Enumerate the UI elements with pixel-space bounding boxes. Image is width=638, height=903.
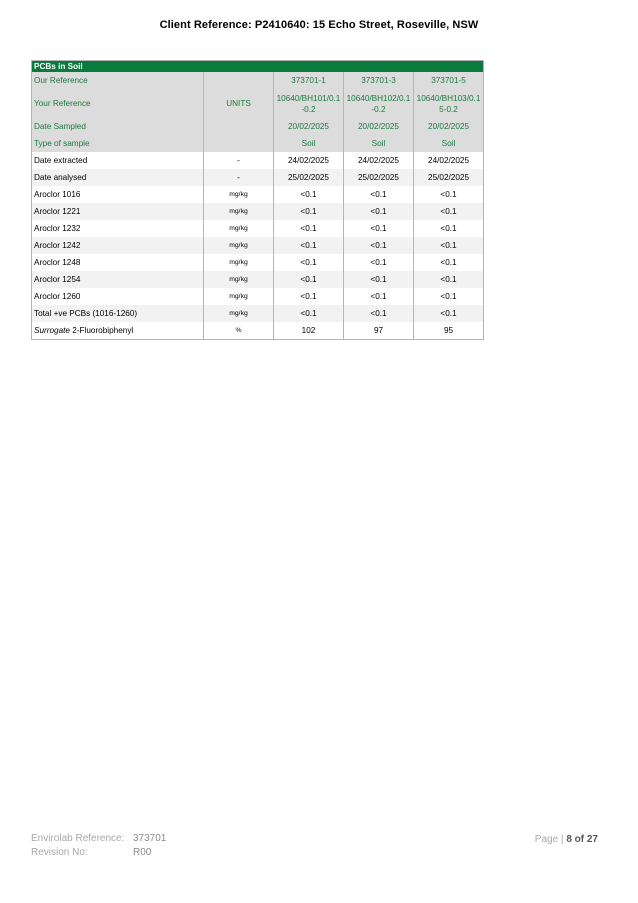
- row-label: Aroclor 1221: [32, 203, 204, 220]
- pcbs-in-soil-table: [31, 60, 484, 340]
- result-value: <0.1: [414, 254, 484, 271]
- result-value: 24/02/2025: [414, 152, 484, 169]
- result-value: 95: [414, 322, 484, 340]
- result-value: <0.1: [274, 237, 344, 254]
- result-value: 25/02/2025: [344, 169, 414, 186]
- units-cell: %: [204, 322, 274, 340]
- result-value: 24/02/2025: [274, 152, 344, 169]
- result-value: <0.1: [344, 305, 414, 322]
- result-value: <0.1: [274, 186, 344, 203]
- row-label: Your Reference: [32, 89, 204, 118]
- result-value: <0.1: [274, 305, 344, 322]
- result-value: <0.1: [344, 186, 414, 203]
- units-cell: [204, 135, 274, 152]
- result-value: 24/02/2025: [344, 152, 414, 169]
- sample-value: 10640/BH103/0.15-0.2: [414, 89, 484, 118]
- result-value: <0.1: [344, 237, 414, 254]
- row-label: Aroclor 1232: [32, 220, 204, 237]
- table-row: [32, 271, 484, 288]
- client-reference-title: Client Reference: P2410640: 15 Echo Street, Roseville, NSW: [159, 19, 479, 31]
- units-cell: mg/kg: [204, 220, 274, 237]
- result-value: <0.1: [274, 271, 344, 288]
- revision-label: Revision No:: [31, 847, 88, 858]
- table-row: [32, 203, 484, 220]
- units-cell: mg/kg: [204, 203, 274, 220]
- page-prefix: Page |: [534, 834, 564, 845]
- units-cell: -: [204, 169, 274, 186]
- sample-value: Soil: [344, 135, 414, 152]
- result-value: <0.1: [414, 288, 484, 305]
- result-value: <0.1: [414, 305, 484, 322]
- sample-value: 20/02/2025: [274, 118, 344, 135]
- table-row: [32, 220, 484, 237]
- row-label: Total +ve PCBs (1016-1260): [32, 305, 204, 322]
- result-value: <0.1: [414, 271, 484, 288]
- units-cell: [204, 72, 274, 89]
- row-label: Aroclor 1254: [32, 271, 204, 288]
- units-cell: mg/kg: [204, 237, 274, 254]
- row-label: Aroclor 1260: [32, 288, 204, 305]
- page-number: 8 of 27: [566, 834, 598, 845]
- table-row: [32, 237, 484, 254]
- footer-reference-block: [31, 832, 167, 860]
- footer-reference-line: [31, 832, 167, 846]
- sample-header-row: [32, 118, 484, 135]
- result-value: <0.1: [414, 220, 484, 237]
- row-label: Date analysed: [32, 169, 204, 186]
- sample-value: 20/02/2025: [414, 118, 484, 135]
- row-label: [32, 322, 204, 340]
- result-value: <0.1: [274, 254, 344, 271]
- units-cell: mg/kg: [204, 305, 274, 322]
- table-row: [32, 186, 484, 203]
- result-value: <0.1: [344, 254, 414, 271]
- sample-value: 373701-3: [344, 72, 414, 89]
- row-label-text: 2-Fluorobiphenyl: [72, 326, 134, 335]
- units-cell: [204, 118, 274, 135]
- table-row: [32, 152, 484, 169]
- units-cell: mg/kg: [204, 186, 274, 203]
- result-value: 102: [274, 322, 344, 340]
- row-label: Date Sampled: [32, 118, 204, 135]
- revision-value: R00: [133, 847, 152, 858]
- row-label: Aroclor 1016: [32, 186, 204, 203]
- reference-label: Envirolab Reference:: [31, 833, 125, 844]
- row-label-italic: Surrogate: [34, 326, 70, 335]
- table-row: [32, 169, 484, 186]
- result-value: <0.1: [344, 288, 414, 305]
- row-label: Date extracted: [32, 152, 204, 169]
- sample-value: 20/02/2025: [344, 118, 414, 135]
- table-row: [32, 322, 484, 340]
- table-row: [32, 288, 484, 305]
- result-value: <0.1: [274, 220, 344, 237]
- sample-value: 10640/BH101/0.1-0.2: [274, 89, 344, 118]
- result-value: <0.1: [344, 203, 414, 220]
- units-cell: -: [204, 152, 274, 169]
- table-row: [32, 305, 484, 322]
- units-cell: mg/kg: [204, 271, 274, 288]
- result-value: <0.1: [344, 220, 414, 237]
- footer-revision-line: [31, 846, 152, 860]
- result-value: <0.1: [414, 186, 484, 203]
- result-value: <0.1: [274, 288, 344, 305]
- sample-value: Soil: [274, 135, 344, 152]
- sample-header-row: [32, 89, 484, 118]
- table-row: [32, 254, 484, 271]
- sample-value: Soil: [414, 135, 484, 152]
- reference-value: 373701: [133, 833, 167, 844]
- section-header-row: [32, 61, 484, 73]
- row-label: Aroclor 1248: [32, 254, 204, 271]
- sample-value: 10640/BH102/0.1-0.2: [344, 89, 414, 118]
- row-label: Aroclor 1242: [32, 237, 204, 254]
- result-value: <0.1: [414, 237, 484, 254]
- result-value: 25/02/2025: [414, 169, 484, 186]
- result-value: <0.1: [344, 271, 414, 288]
- row-label: Our Reference: [32, 72, 204, 89]
- section-title: PCBs in Soil: [32, 61, 484, 73]
- units-cell: mg/kg: [204, 288, 274, 305]
- sample-value: 373701-5: [414, 72, 484, 89]
- units-cell: mg/kg: [204, 254, 274, 271]
- units-cell: UNITS: [204, 89, 274, 118]
- result-value: <0.1: [274, 203, 344, 220]
- sample-header-row: [32, 72, 484, 89]
- sample-value: 373701-1: [274, 72, 344, 89]
- result-value: 97: [344, 322, 414, 340]
- row-label: Type of sample: [32, 135, 204, 152]
- result-value: 25/02/2025: [274, 169, 344, 186]
- result-value: <0.1: [414, 203, 484, 220]
- sample-header-row: [32, 135, 484, 152]
- page-indicator: [535, 834, 598, 845]
